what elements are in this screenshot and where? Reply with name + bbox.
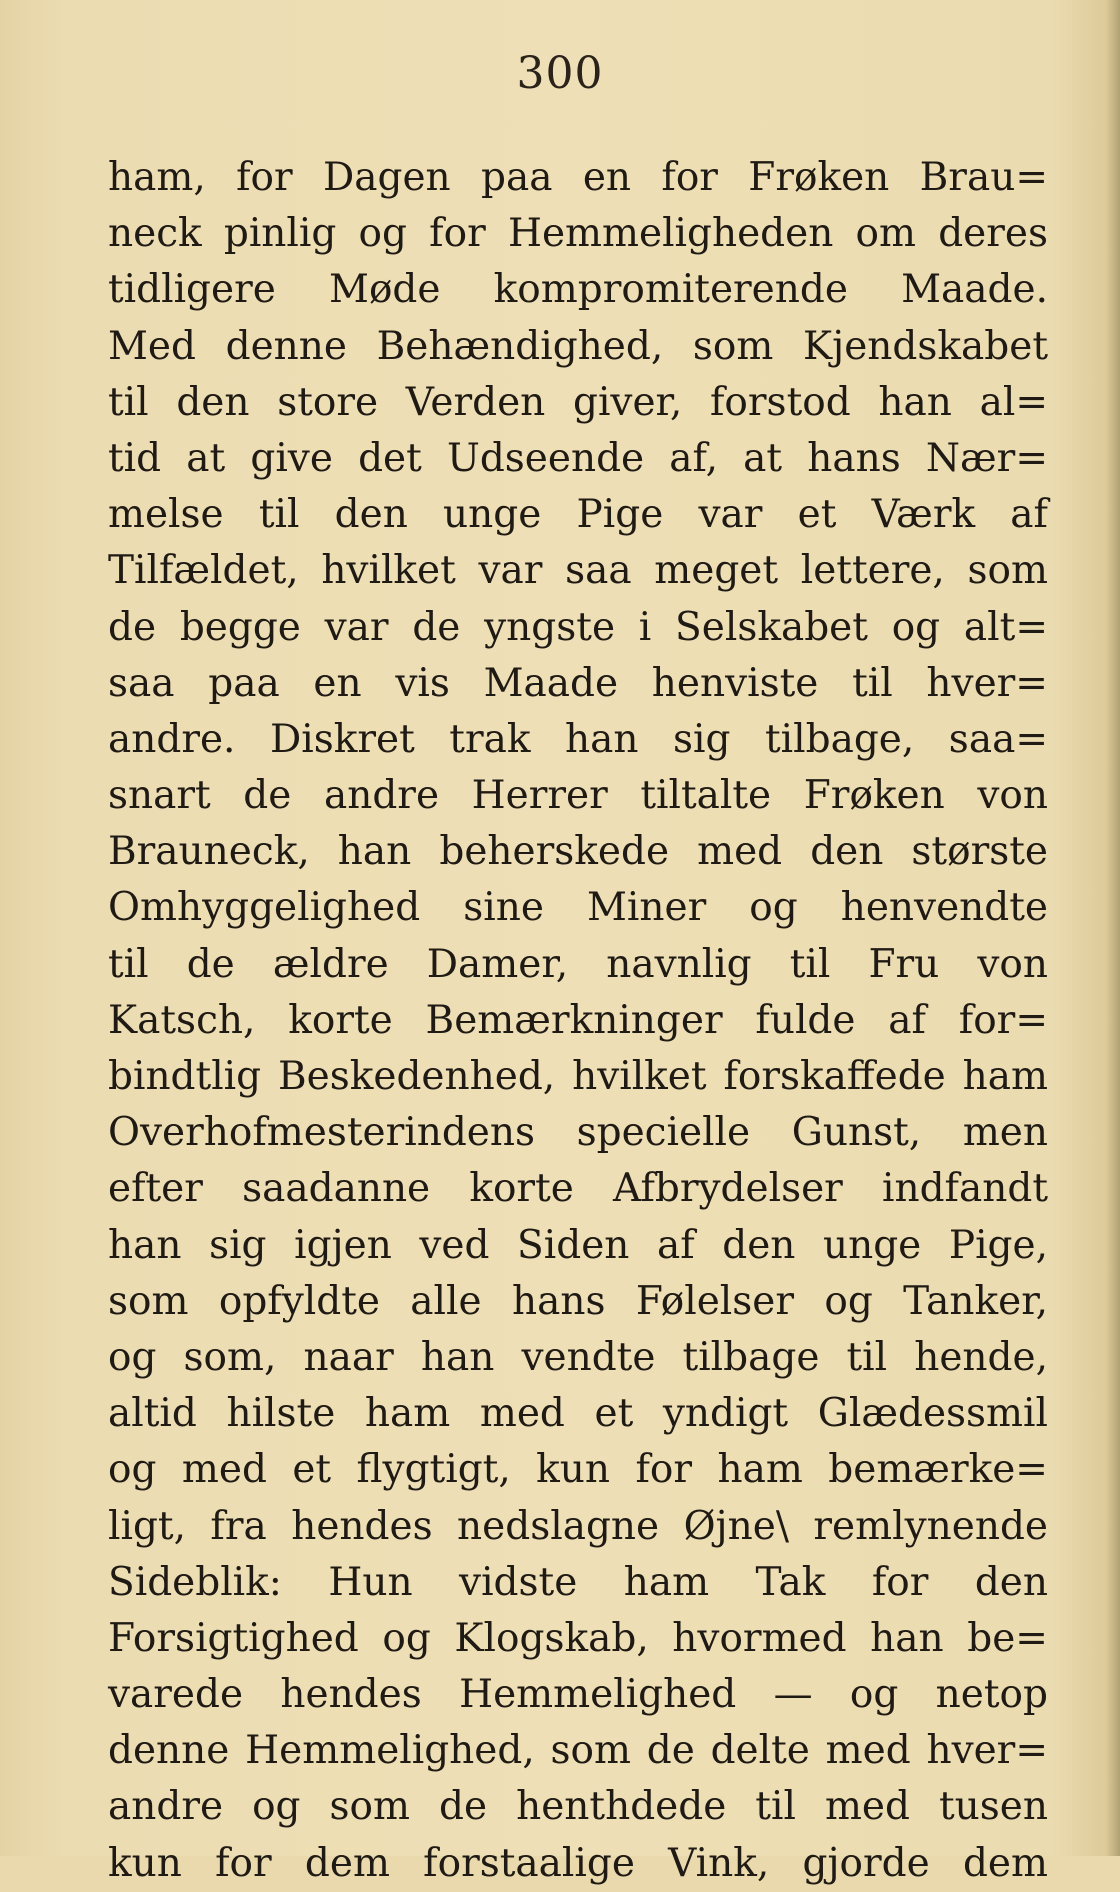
text-line: bindtlig Beskedenhed, hvilket forskaffede ham [108, 1054, 1048, 1099]
text-line: melse til den unge Pige var et Værk af [108, 492, 1048, 538]
text-line: Forsigtighed og Klogskab, hvormed han be= [108, 1615, 1048, 1661]
text-line: Brauneck, han beherskede med den største [108, 829, 1048, 875]
text-line: og som, naar han vendte tilbage til hende, [108, 1334, 1048, 1380]
page-edge-shadow [1106, 0, 1120, 1856]
text-line: saa paa en vis Maade henviste til hver= [108, 660, 1048, 706]
text-line: Med denne Behændighed, som Kjendskabet [108, 323, 1048, 369]
text-line: de begge var de yngste i Selskabet og alt= [108, 604, 1048, 650]
text-line: som opfyldte alle hans Følelser og Tanker, [108, 1278, 1048, 1324]
text-line: efter saadanne korte Afbrydelser indfandt [108, 1166, 1048, 1212]
text-line: Katsch, korte Bemærkninger fulde af for= [108, 997, 1048, 1043]
text-line: ligt, fra hendes nedslagne Øjne\ remlynende [108, 1503, 1048, 1549]
text-line: kun for dem forstaalige Vink, gjorde dem [108, 1840, 1048, 1886]
text-line: Sideblik: Hun vidste ham Tak for den [108, 1559, 1048, 1605]
text-line: tidligere Møde kompromiterende Maade. [108, 267, 1048, 313]
text-line: denne Hemmelighed, som de delte med hver= [108, 1728, 1048, 1774]
text-line: ham, for Dagen paa en for Frøken Brau= [108, 155, 1048, 200]
text-line: tid at give det Udseende af, at hans Nær= [108, 435, 1048, 481]
page-number: 300 [516, 48, 604, 99]
text-line: andre. Diskret trak han sig tilbage, saa= [108, 716, 1048, 762]
text-line: neck pinlig og for Hemmeligheden om deres [108, 211, 1048, 257]
text-line: varede hendes Hemmelighed — og netop [108, 1672, 1048, 1718]
text-line: Overhofmesterindens specielle Gunst, men [108, 1110, 1048, 1156]
text-line: Tilfældet, hvilket var saa meget lettere, som [108, 548, 1048, 594]
body-text [108, 150, 1048, 1892]
text-line: til den store Verden giver, forstod han al= [108, 379, 1048, 425]
text-line: andre og som de henthdede til med tusen [108, 1784, 1048, 1830]
text-line: snart de andre Herrer tiltalte Frøken von [108, 773, 1048, 819]
text-line: altid hilste ham med et yndigt Glædessmil [108, 1391, 1048, 1437]
text-line: han sig igjen ved Siden af den unge Pige, [108, 1222, 1048, 1268]
text-line: til de ældre Damer, navnlig til Fru von [108, 941, 1048, 987]
text-line: og med et flygtigt, kun for ham bemærke= [108, 1447, 1048, 1493]
text-line: Omhyggelighed sine Miner og henvendte [108, 885, 1048, 931]
